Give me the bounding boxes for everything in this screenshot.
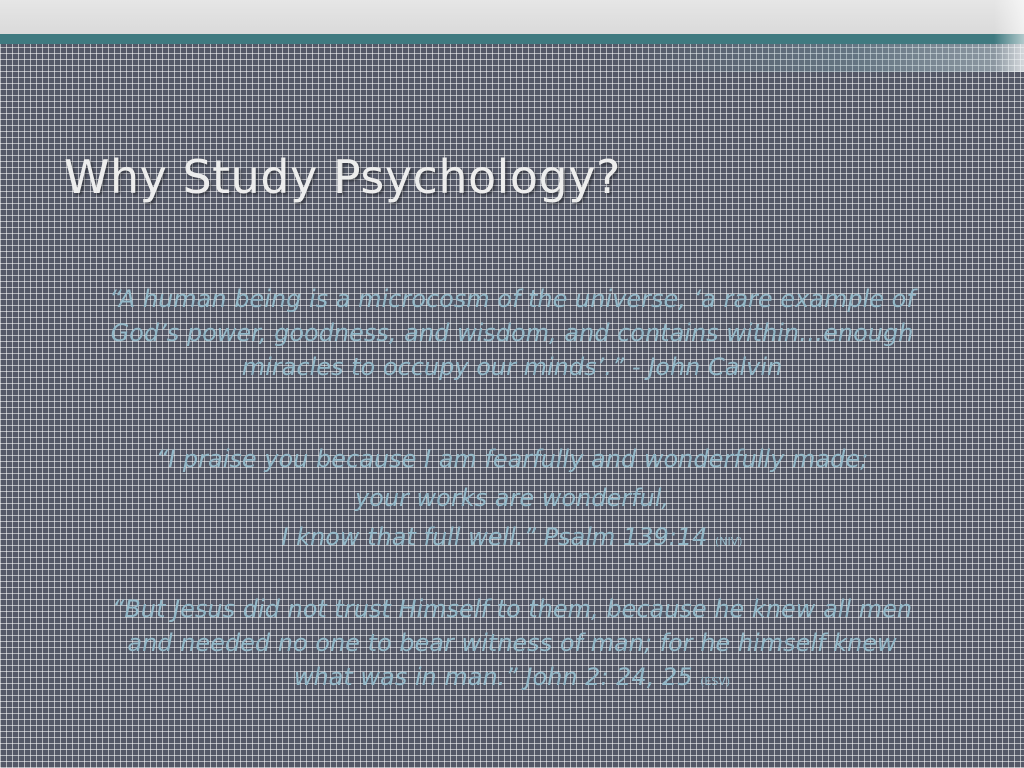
accent-stripe	[0, 34, 1024, 44]
quote-john-line-1: “But Jesus did not trust Himself to them, because he knew all men	[111, 595, 913, 623]
quote-john-line-3: what was in man.” John 2: 24, 25	[293, 663, 693, 691]
quote-psalm-line-1: “I praise you because I am fearfully and wonderfully made;	[155, 445, 869, 473]
quote-john-version: (ESV)	[700, 675, 731, 688]
quote-calvin-line-3: miracles to occupy our minds’.” - John Calvin	[241, 353, 783, 381]
top-bar	[0, 0, 1024, 34]
quote-calvin	[62, 282, 962, 384]
quote-psalm	[62, 440, 962, 561]
quote-john-line-2: and needed no one to bear witness of man; for he himself knew	[127, 629, 897, 657]
quote-psalm-version: (NIV)	[715, 535, 743, 548]
quote-psalm-line-2: your works are wonderful,	[354, 484, 670, 512]
quote-calvin-line-1: “A human being is a microcosm of the universe, ‘a rare example of	[109, 285, 915, 313]
quote-psalm-line-3: I know that full well.” Psalm 139:14	[281, 523, 708, 551]
quote-calvin-line-2: God’s power, goodness, and wisdom, and contains within…enough	[110, 319, 914, 347]
slide-title: Why Study Psychology?	[64, 150, 621, 204]
quote-john	[62, 592, 962, 699]
right-edge-decoration	[994, 0, 1024, 72]
header-fade-decoration	[605, 44, 1024, 72]
